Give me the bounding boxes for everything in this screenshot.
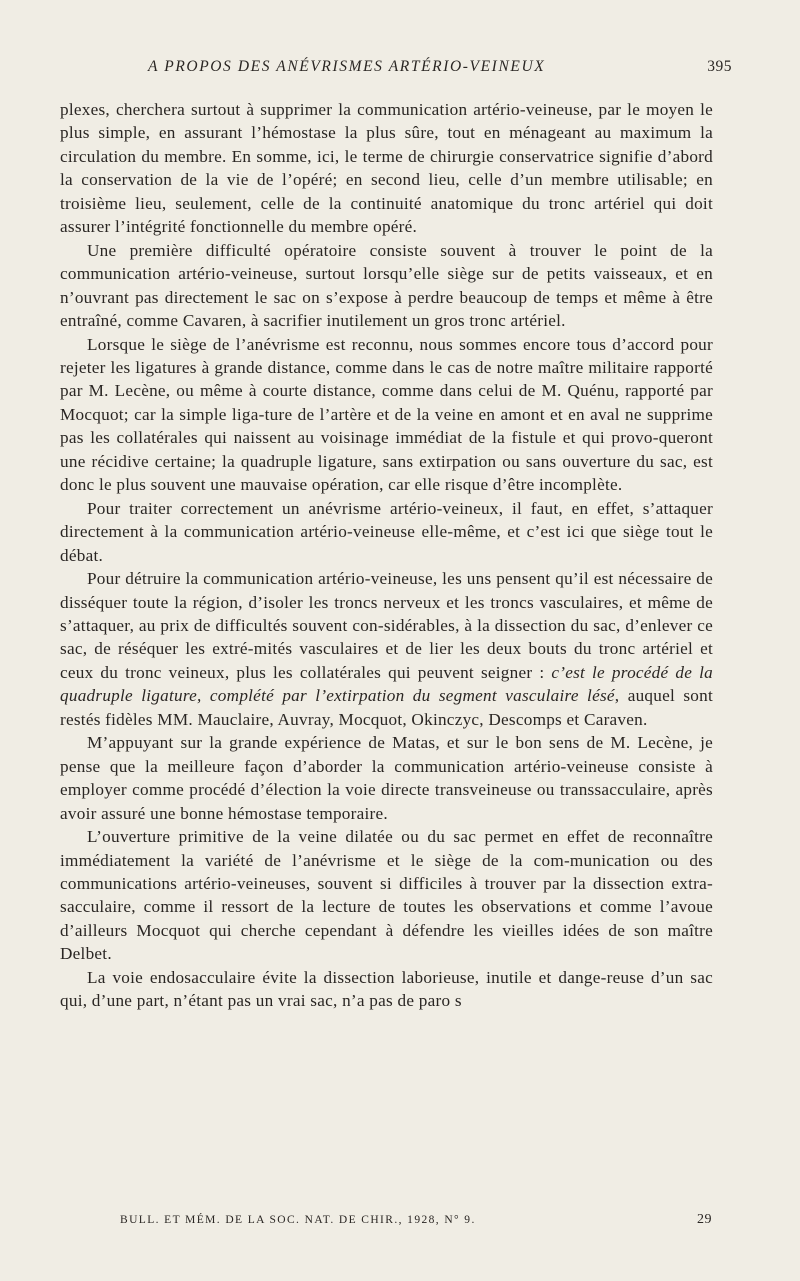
- paragraph: [60, 333, 713, 497]
- paragraph: [60, 731, 713, 825]
- paragraph-text: plexes, cherchera surtout à supprimer la communication artério-veineuse, par le moyen le plus simple, en assurant l’hémostase la plus sûre, tout en ménageant au maximum la circulation du membre. En somme, ici, le terme de chirurgie conservatrice signifie d’abord la conservation de la vie de l’opéré; en second lieu, celle d’un membre utilisable; en troisième lieu, seulement, celle de la continuité anatomique du tronc artériel qui doit assurer l’intégrité fonctionnelle du membre opéré.: [60, 100, 713, 237]
- paragraph-text: , auquel sont restés fidèles MM. Mauclaire, Auvray, Mocquot, Okinczyc, Descomps et Caraven.: [60, 686, 714, 729]
- paragraph: [60, 239, 713, 333]
- italic-text: c’est le procédé de la quadruple ligature, complété par l’extirpation du segment vasculaire lésé: [60, 662, 713, 706]
- sheet-number: 29: [697, 1212, 712, 1227]
- paragraph-text: Lorsque le siège de l’anévrisme est reconnu, nous sommes encore tous d’accord pour rejeter les ligatures à grande distance, comme dans le cas de notre maître militaire rapporté par M. Lecène, ou même à courte distance, comme dans celui de M. Quénu, rapporté par Mocquot; car la simple liga-ture de l’artère et de la veine en amont et en aval ne supprime pas les collatérales qui naissent au voisinage immédiat de la fistule et qui provo-queront une récidive certaine; la quadruple ligature, sans extirpation ou sans ouverture du sac, est donc le plus souvent une mauvaise opération, car elle risque d’être incomplète.: [60, 334, 713, 495]
- running-title: A PROPOS DES ANÉVRISMES ARTÉRIO-VEINEUX: [148, 58, 546, 75]
- paragraph-text: Une première difficulté opératoire consiste souvent à trouver le point de la communication artério-veineuse, surtout lorsqu’elle siège sur de petits vaisseaux, et en n’ouvrant pas directement le sac on s’expose à perdre beaucoup de temps et même à être entraîné, comme Cavaren, à sacrifier inutilement un gros tronc artériel.: [60, 240, 713, 331]
- paragraph-text: L’ouverture primitive de la veine dilatée ou du sac permet en effet de reconnaître immédiatement la variété de l’anévrisme et le siège de la com-munication ou des communications artério-veineuses, souvent si difficiles à trouver par la dissection extra-sacculaire, comme il ressort de la lecture de toutes les observations et comme l’avoue d’ailleurs Mocquot qui cherche cependant à défendre les vieilles idées de son maître Delbet.: [60, 827, 713, 964]
- paragraph: [60, 98, 713, 239]
- paragraph-text: La voie endosacculaire évite la dissection laborieuse, inutile et dange-reuse d’un sac qui, d’une part, n’étant pas un vrai sac, n’a pas de paro s: [60, 967, 713, 1011]
- body-text: [60, 98, 713, 1013]
- paragraph: [60, 497, 713, 567]
- paragraph-text: Pour traiter correctement un anévrisme artério-veineux, il faut, en effet, s’attaquer directement à la communication artério-veineuse elle-même, et c’est ici que siège tout le débat.: [60, 498, 713, 565]
- paragraph-text: Pour détruire la communication artério-veineuse, les uns pensent qu’il est nécessaire de disséquer toute la région, d’isoler les troncs nerveux et les troncs vasculaires, et même de s’attaquer, au prix de difficultés souvent con-sidérables, à la dissection du sac, d’enlever ce sac, de réséquer les extré-mités vasculaires et de lier les deux bouts du tronc artériel et ceux du tronc veineux, plus les collatérales qui peuvent seigner :: [60, 569, 713, 682]
- paragraph-text: M’appuyant sur la grande expérience de Matas, et sur le bon sens de M. Lecène, je pense que la meilleure façon d’aborder la communication artério-veineuse consiste à employer comme procédé d’élection la voie directe transveineuse ou transsacculaire, après avoir assuré une bonne hémostase temporaire.: [60, 733, 713, 823]
- paragraph: [60, 966, 713, 1013]
- journal-citation: BULL. ET MÉM. DE LA SOC. NAT. DE CHIR., 1928, N° 9.: [120, 1214, 476, 1226]
- paragraph: [60, 825, 713, 966]
- paragraph: [60, 567, 713, 731]
- page-number: 395: [707, 58, 732, 75]
